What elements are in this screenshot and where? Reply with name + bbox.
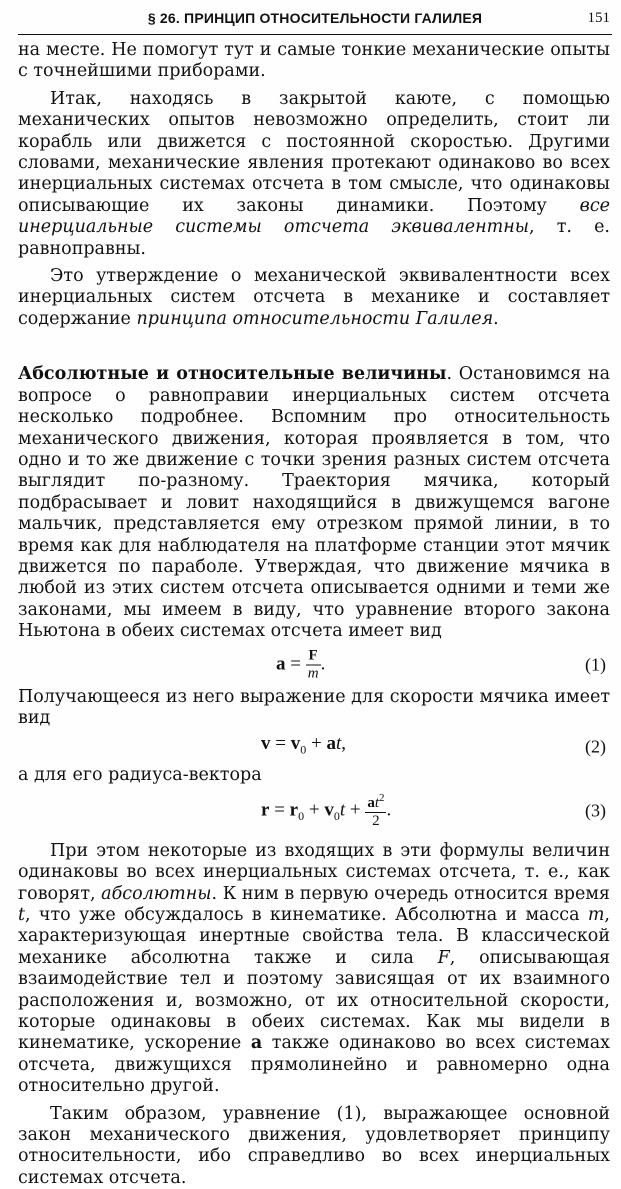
paragraph-text: , характеризующая инертные свойства тела. В классической механике абсолютна также и сила	[18, 905, 610, 968]
paragraph-text: Это утверждение о механической эквивалентности всех инерциальных систем отсчета в механике и составляет содержание	[18, 266, 610, 329]
symbol: .	[386, 799, 392, 821]
paragraph-text: . К ним в первую очередь относится время	[211, 883, 610, 904]
equation-number: (1)	[585, 653, 606, 674]
section-run-in-heading: Абсолютные и относительные величины	[18, 364, 447, 385]
paragraph-text: , описывающая взаимодействие тел и поэтому зависящая от их взаимного расположения и, возможно, от их относительной скорости, которые одинаковы в обеих системах. Как мы видели в кинематике, ускорение	[18, 947, 610, 1054]
paragraph-text: . Остановимся на вопросе о равноправии инерциальных систем отсчета несколько подробнее. Вспомним про относительность механического движения, которая проявляется в том, что одно и то же движение с точки зрения разных систем отсчета выглядит по-разному. Траектория мячика, который подбрасывает и ловит находящийся в движущемся вагоне мальчик, представляется ему отрезком прямой линии, в то время как для наблюдателя на платформе станции этот мячик движется по параболе. Утверждая, что движение мячика в любой из этих систем отсчета описывается одними и теми же законами, мы имеем в виду, что уравнение второго закона Ньютона в обеих системах отсчета имеет вид	[18, 364, 611, 642]
paragraph-absolute-relative	[18, 364, 610, 642]
italic-emphasis: все инерциальные системы отсчета эквивалентны	[18, 195, 610, 238]
paragraph-galileo-principle	[18, 266, 610, 330]
symbol: a	[326, 733, 336, 755]
subscript: 0	[333, 808, 340, 823]
symbol: r	[261, 799, 270, 821]
paragraph-text: При этом некоторые из входящих в эти формулы величин одинаковы во всех инерциальных системах отсчета, т. е., как говорят,	[18, 840, 610, 904]
subscript: 0	[300, 743, 307, 758]
equation-2-expression: $v = v_0$ + at,	[261, 733, 346, 758]
symbol: v	[324, 799, 334, 821]
italic-emphasis: принципа относительности Галилея	[136, 308, 494, 329]
subscript: 0	[298, 808, 305, 823]
page-body	[18, 40, 610, 1189]
equation-1-expression	[276, 648, 325, 681]
symbol: r	[289, 799, 299, 821]
fraction	[306, 648, 321, 681]
equation-3	[18, 787, 610, 835]
symbol: a	[367, 794, 375, 811]
paragraph-inertial-frames	[18, 89, 610, 260]
equation-2	[18, 729, 610, 765]
paragraph-text: Итак, находясь в закрытой каюте, с помощью механических опытов невозможно определить, стоит ли корабль или движется с постоянной скоростью. Другими словами, механические явления протекают одинаково во всех инерциальных системах отсчета в том смысле, что одинаковы описывающие их законы динамики. Поэтому	[18, 88, 610, 216]
paragraph-text: также одинаково во всех системах отсчета, движущихся прямолинейно и равномерно одна относительно другой.	[18, 1033, 610, 1097]
paragraph-text: .	[493, 308, 499, 329]
paragraph-conclusion	[18, 1104, 610, 1189]
paragraph-absolute-quantities	[18, 841, 610, 1098]
symbol: t	[339, 799, 346, 821]
fraction-numerator	[365, 793, 386, 813]
equation-number: (3)	[585, 800, 606, 821]
symbol: ,	[341, 733, 346, 755]
fraction-numerator: F	[306, 648, 321, 665]
fraction	[365, 793, 386, 829]
running-header-title: § 26. ПРИНЦИП ОТНОСИТЕЛЬНОСТИ ГАЛИЛЕЯ	[147, 10, 483, 26]
paragraph-text: на месте. Не помогут тут и самые тонкие механические опыты с точнейшими приборами.	[18, 40, 610, 82]
variable: a	[250, 1033, 263, 1054]
running-header	[18, 6, 612, 35]
symbol: .	[320, 652, 326, 674]
paragraph-text: , что уже обсуждалось в кинематике. Абсолютна и масса	[25, 905, 588, 925]
variable: m	[587, 905, 605, 925]
paragraph-velocity-intro	[18, 687, 610, 730]
symbol: +	[306, 733, 327, 755]
fraction-denominator: m	[307, 665, 319, 682]
page-number: 151	[587, 10, 610, 26]
superscript: 2	[378, 791, 385, 804]
fraction-denominator: 2	[372, 812, 380, 829]
symbol: v	[261, 733, 271, 755]
symbol: v	[290, 733, 301, 755]
equation-number: (2)	[585, 736, 606, 757]
variable: F	[437, 947, 450, 968]
paragraph-continuation	[18, 40, 610, 83]
equation-1	[18, 643, 610, 687]
symbol: =	[285, 652, 306, 674]
symbol: t	[374, 794, 379, 811]
paragraph-text: Таким образом, уравнение (1), выражающее основной закон механического движения, удовлетворяет принципу относительности, ибо справедливо во всех инерциальных системах отсчета.	[18, 1103, 610, 1188]
paragraph-text: а для его радиуса-вектора	[18, 765, 262, 786]
paragraph-text: , т. е. равноправны.	[18, 217, 610, 259]
symbol: t	[335, 733, 342, 755]
symbol: a	[276, 652, 286, 674]
italic-emphasis: абсолютны	[101, 883, 212, 904]
equation-3-expression: $r = r_0 + v_0t$ + $\frac{at^2}{2}$ .	[261, 791, 392, 829]
variable: t	[18, 905, 26, 925]
paragraph-text: Получающееся из него выражение для скорости мячика имеет вид	[18, 686, 610, 728]
paragraph-radius-intro	[18, 765, 610, 786]
